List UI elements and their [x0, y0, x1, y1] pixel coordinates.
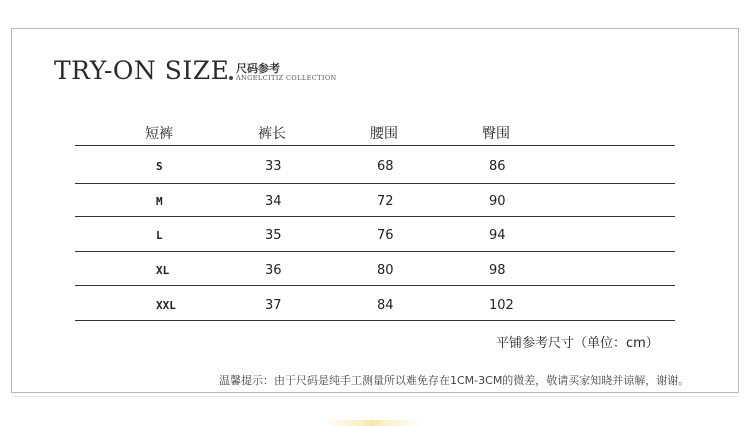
waist-value: 80: [377, 263, 394, 278]
hip-value: 94: [489, 228, 506, 243]
waist-value: 84: [377, 298, 394, 313]
size-label: L: [156, 229, 163, 242]
unit-note: 平铺参考尺寸（单位：cm）: [496, 336, 659, 351]
waist-value: 72: [377, 194, 394, 209]
column-header-length: 裤长: [258, 126, 286, 142]
table-divider: [75, 285, 675, 286]
hip-value: 86: [489, 159, 506, 174]
table-divider: [75, 320, 675, 321]
table-divider: [75, 145, 675, 146]
bullet-dot-icon: [229, 76, 233, 80]
subtitle-english-text: ANGELCITIZ COLLECTION: [236, 74, 337, 82]
length-value: 37: [265, 298, 282, 313]
page-title: TRY-ON SIZE: [54, 56, 230, 85]
tips-note: 温馨提示：由于尺码是纯手工测量所以难免存在1CM-3CM的微差，敬请买家知晓并谅解，谢谢。: [219, 374, 690, 387]
hip-value: 98: [489, 263, 506, 278]
size-label: XXL: [156, 299, 176, 312]
size-label: XL: [156, 264, 170, 277]
size-label: S: [156, 160, 163, 173]
subtitle-english: [229, 74, 337, 82]
table-divider: [75, 251, 675, 252]
length-value: 34: [265, 194, 282, 209]
column-header-shorts: 短裤: [145, 126, 173, 142]
hip-value: 102: [489, 298, 514, 313]
decorative-glow: [322, 420, 422, 426]
bottom-divider: [11, 396, 739, 397]
waist-value: 68: [377, 159, 394, 174]
column-header-waist: 腰围: [370, 126, 398, 142]
subtitle-chinese: 尺码参考: [236, 62, 280, 75]
length-value: 35: [265, 228, 282, 243]
hip-value: 90: [489, 194, 506, 209]
waist-value: 76: [377, 228, 394, 243]
table-divider: [75, 216, 675, 217]
column-header-hip: 臀围: [482, 126, 510, 142]
length-value: 36: [265, 263, 282, 278]
size-label: M: [156, 195, 163, 208]
table-divider: [75, 183, 675, 184]
length-value: 33: [265, 159, 282, 174]
